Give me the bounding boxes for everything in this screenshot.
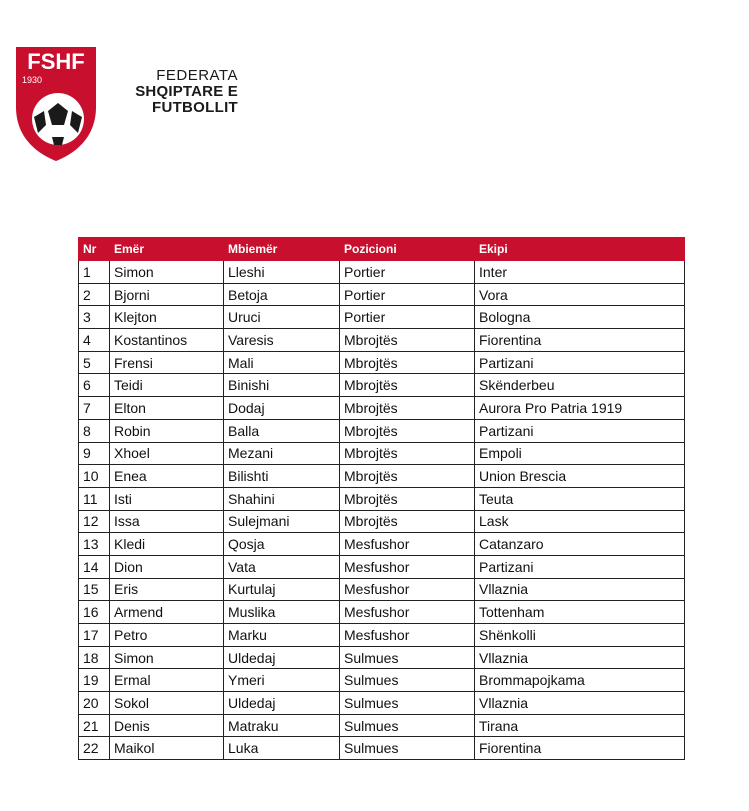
table-row [79, 351, 685, 374]
cell-position: Portier [340, 306, 475, 329]
cell-first-name: Issa [110, 510, 224, 533]
cell-position: Mbrojtës [340, 374, 475, 397]
cell-position: Mesfushor [340, 624, 475, 647]
table-row [79, 283, 685, 306]
cell-team: Bologna [475, 306, 685, 329]
cell-last-name: Luka [224, 737, 340, 760]
cell-nr: 12 [79, 510, 110, 533]
cell-first-name: Isti [110, 487, 224, 510]
cell-first-name: Armend [110, 601, 224, 624]
cell-position: Mbrojtës [340, 351, 475, 374]
col-header-nr: Nr [79, 238, 110, 261]
cell-nr: 19 [79, 669, 110, 692]
cell-nr: 6 [79, 374, 110, 397]
cell-nr: 10 [79, 465, 110, 488]
federation-name [118, 68, 238, 116]
cell-team: Vllaznia [475, 646, 685, 669]
cell-first-name: Frensi [110, 351, 224, 374]
table-row [79, 419, 685, 442]
cell-last-name: Varesis [224, 329, 340, 352]
cell-position: Portier [340, 283, 475, 306]
cell-first-name: Eris [110, 578, 224, 601]
cell-first-name: Teidi [110, 374, 224, 397]
cell-position: Mbrojtës [340, 487, 475, 510]
cell-last-name: Mali [224, 351, 340, 374]
cell-team: Partizani [475, 555, 685, 578]
cell-first-name: Maikol [110, 737, 224, 760]
cell-last-name: Binishi [224, 374, 340, 397]
table-row [79, 578, 685, 601]
cell-position: Mbrojtës [340, 510, 475, 533]
cell-nr: 3 [79, 306, 110, 329]
cell-team: Skënderbeu [475, 374, 685, 397]
cell-nr: 4 [79, 329, 110, 352]
cell-nr: 7 [79, 397, 110, 420]
cell-position: Sulmues [340, 692, 475, 715]
table-row [79, 624, 685, 647]
table-row [79, 397, 685, 420]
cell-position: Sulmues [340, 737, 475, 760]
cell-team: Vllaznia [475, 578, 685, 601]
cell-nr: 20 [79, 692, 110, 715]
cell-team: Tirana [475, 714, 685, 737]
cell-position: Sulmues [340, 646, 475, 669]
table-row [79, 692, 685, 715]
col-header-emer: Emër [110, 238, 224, 261]
logo-text: FSHF [27, 49, 85, 74]
cell-first-name: Kledi [110, 533, 224, 556]
cell-last-name: Ymeri [224, 669, 340, 692]
cell-last-name: Balla [224, 419, 340, 442]
cell-last-name: Matraku [224, 714, 340, 737]
cell-nr: 13 [79, 533, 110, 556]
table-row [79, 510, 685, 533]
cell-first-name: Petro [110, 624, 224, 647]
cell-first-name: Robin [110, 419, 224, 442]
table-row [79, 306, 685, 329]
cell-position: Portier [340, 261, 475, 284]
cell-position: Mbrojtës [340, 419, 475, 442]
cell-position: Mbrojtës [340, 442, 475, 465]
cell-nr: 14 [79, 555, 110, 578]
cell-first-name: Klejton [110, 306, 224, 329]
cell-nr: 9 [79, 442, 110, 465]
table-row [79, 261, 685, 284]
cell-team: Partizani [475, 419, 685, 442]
cell-last-name: Uldedaj [224, 646, 340, 669]
cell-nr: 11 [79, 487, 110, 510]
logo-year: 1930 [22, 75, 43, 85]
cell-position: Mesfushor [340, 533, 475, 556]
cell-last-name: Qosja [224, 533, 340, 556]
table-body [79, 261, 685, 760]
table-row [79, 646, 685, 669]
squad-table [78, 237, 685, 760]
cell-last-name: Uldedaj [224, 692, 340, 715]
cell-first-name: Elton [110, 397, 224, 420]
cell-position: Sulmues [340, 714, 475, 737]
cell-nr: 8 [79, 419, 110, 442]
cell-nr: 17 [79, 624, 110, 647]
cell-team: Vllaznia [475, 692, 685, 715]
org-line-2: SHQIPTARE E [135, 83, 238, 100]
cell-position: Mesfushor [340, 555, 475, 578]
cell-last-name: Kurtulaj [224, 578, 340, 601]
cell-team: Union Brescia [475, 465, 685, 488]
cell-team: Fiorentina [475, 737, 685, 760]
table-row [79, 329, 685, 352]
table-row [79, 601, 685, 624]
cell-first-name: Kostantinos [110, 329, 224, 352]
cell-position: Mbrojtës [340, 397, 475, 420]
cell-team: Teuta [475, 487, 685, 510]
fshf-logo [14, 45, 98, 163]
cell-position: Sulmues [340, 669, 475, 692]
cell-last-name: Betoja [224, 283, 340, 306]
cell-first-name: Bjorni [110, 283, 224, 306]
cell-team: Partizani [475, 351, 685, 374]
cell-nr: 2 [79, 283, 110, 306]
org-line-3: FUTBOLLIT [151, 99, 238, 116]
cell-team: Inter [475, 261, 685, 284]
cell-position: Mbrojtës [340, 465, 475, 488]
table-row [79, 737, 685, 760]
cell-first-name: Dion [110, 555, 224, 578]
col-header-ekipi: Ekipi [475, 238, 685, 261]
cell-last-name: Sulejmani [224, 510, 340, 533]
cell-first-name: Simon [110, 261, 224, 284]
cell-last-name: Mezani [224, 442, 340, 465]
cell-team: Brommapojkama [475, 669, 685, 692]
cell-position: Mbrojtës [340, 329, 475, 352]
cell-team: Shënkolli [475, 624, 685, 647]
cell-team: Tottenham [475, 601, 685, 624]
cell-nr: 1 [79, 261, 110, 284]
cell-team: Empoli [475, 442, 685, 465]
table-row [79, 555, 685, 578]
cell-position: Mesfushor [340, 601, 475, 624]
cell-last-name: Muslika [224, 601, 340, 624]
table-header-row [79, 238, 685, 261]
cell-nr: 16 [79, 601, 110, 624]
cell-first-name: Xhoel [110, 442, 224, 465]
cell-first-name: Denis [110, 714, 224, 737]
org-line-1: FEDERATA [156, 67, 238, 84]
cell-last-name: Uruci [224, 306, 340, 329]
cell-last-name: Dodaj [224, 397, 340, 420]
cell-team: Aurora Pro Patria 1919 [475, 397, 685, 420]
table-row [79, 374, 685, 397]
cell-team: Vora [475, 283, 685, 306]
cell-first-name: Enea [110, 465, 224, 488]
table-row [79, 533, 685, 556]
cell-first-name: Sokol [110, 692, 224, 715]
cell-first-name: Simon [110, 646, 224, 669]
cell-last-name: Lleshi [224, 261, 340, 284]
table-row [79, 442, 685, 465]
cell-last-name: Bilishti [224, 465, 340, 488]
cell-position: Mesfushor [340, 578, 475, 601]
cell-nr: 21 [79, 714, 110, 737]
cell-team: Lask [475, 510, 685, 533]
cell-nr: 15 [79, 578, 110, 601]
cell-last-name: Shahini [224, 487, 340, 510]
cell-nr: 5 [79, 351, 110, 374]
cell-nr: 22 [79, 737, 110, 760]
cell-first-name: Ermal [110, 669, 224, 692]
col-header-mbiemer: Mbiemër [224, 238, 340, 261]
cell-last-name: Vata [224, 555, 340, 578]
col-header-pozicioni: Pozicioni [340, 238, 475, 261]
table-row [79, 465, 685, 488]
cell-team: Catanzaro [475, 533, 685, 556]
table-row [79, 669, 685, 692]
table-row [79, 487, 685, 510]
cell-last-name: Marku [224, 624, 340, 647]
table-row [79, 714, 685, 737]
cell-team: Fiorentina [475, 329, 685, 352]
cell-nr: 18 [79, 646, 110, 669]
